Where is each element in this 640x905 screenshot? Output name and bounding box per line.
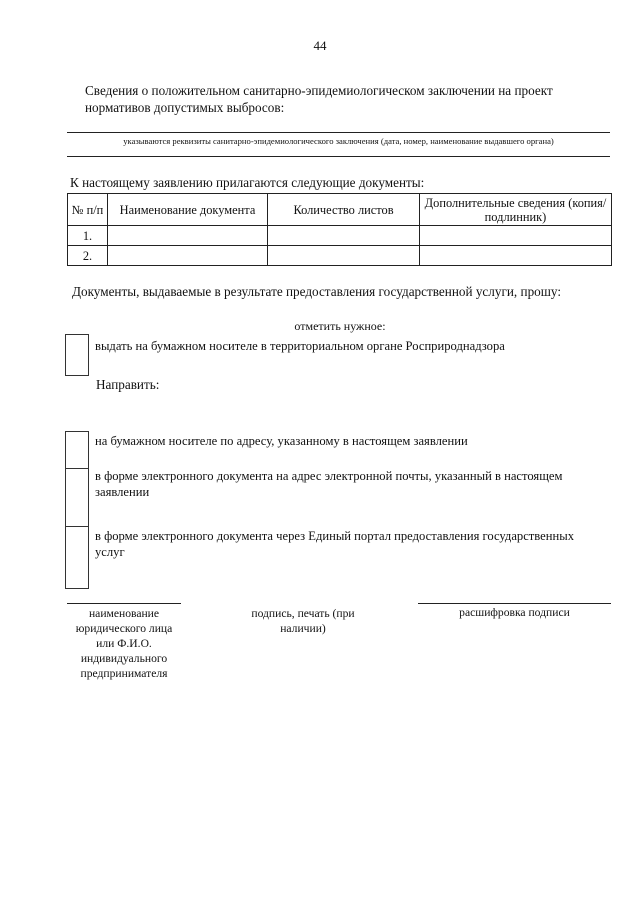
- sheet-count-cell[interactable]: [268, 226, 420, 246]
- name-signature-line[interactable]: [67, 603, 181, 604]
- table-row: [68, 226, 612, 246]
- sanitary-conclusion-hint: указываются реквизиты санитарно-эпидемиологического заключения (дата, номер, наименование выдавшего органа): [123, 136, 554, 146]
- column-header-additional-info: Дополнительные сведения (копия/подлинник): [420, 194, 612, 226]
- sanitary-conclusion-input-line[interactable]: [67, 132, 610, 133]
- email-option-label: в форме электронного документа на адрес электронной почты, указанный в настоящем заявлении: [95, 469, 563, 499]
- table-header-row: [68, 194, 612, 226]
- paper-address-checkbox[interactable]: [65, 431, 89, 469]
- paper-office-checkbox[interactable]: [65, 334, 89, 376]
- email-checkbox[interactable]: [65, 467, 89, 527]
- decode-signature-line[interactable]: [418, 603, 611, 604]
- portal-checkbox[interactable]: [65, 526, 89, 589]
- additional-info-cell[interactable]: [420, 246, 612, 266]
- portal-option-label: в форме электронного документа через Единый портал предоставления государственных услуг: [95, 529, 575, 559]
- attachments-intro: К настоящему заявлению прилагаются следующие документы:: [70, 175, 425, 190]
- sanitary-conclusion-label: Сведения о положительном санитарно-эпидемиологическом заключении на проект нормативов допустимых выбросов:: [85, 83, 553, 115]
- sign-caption: подпись, печать (при наличии): [251, 607, 355, 635]
- table-row: [68, 246, 612, 266]
- document-name-cell[interactable]: [108, 226, 268, 246]
- paper-office-option-label: выдать на бумажном носителе в территориальном органе Росприроднадзора: [95, 339, 505, 353]
- page-number: 44: [313, 38, 327, 53]
- sheet-count-cell[interactable]: [268, 246, 420, 266]
- additional-info-cell[interactable]: [420, 226, 612, 246]
- attachments-table: [67, 193, 612, 266]
- paper-address-option-label: на бумажном носителе по адресу, указанному в настоящем заявлении: [95, 434, 468, 448]
- decode-caption: расшифровка подписи: [459, 606, 570, 619]
- mark-hint: отметить нужное:: [294, 319, 386, 333]
- column-header-number: № п/п: [68, 194, 108, 226]
- send-label: Направить:: [96, 377, 160, 392]
- row-number-cell: 2.: [68, 246, 108, 266]
- column-header-sheet-count: Количество листов: [268, 194, 420, 226]
- divider-line: [67, 156, 610, 157]
- name-caption: наименование юридического лица или Ф.И.О. индивидуального предпринимателя: [75, 607, 173, 680]
- row-number-cell: 1.: [68, 226, 108, 246]
- document-name-cell[interactable]: [108, 246, 268, 266]
- column-header-document-name: Наименование документа: [108, 194, 268, 226]
- result-docs-intro: Документы, выдаваемые в результате предоставления государственной услуги, прошу:: [72, 284, 561, 299]
